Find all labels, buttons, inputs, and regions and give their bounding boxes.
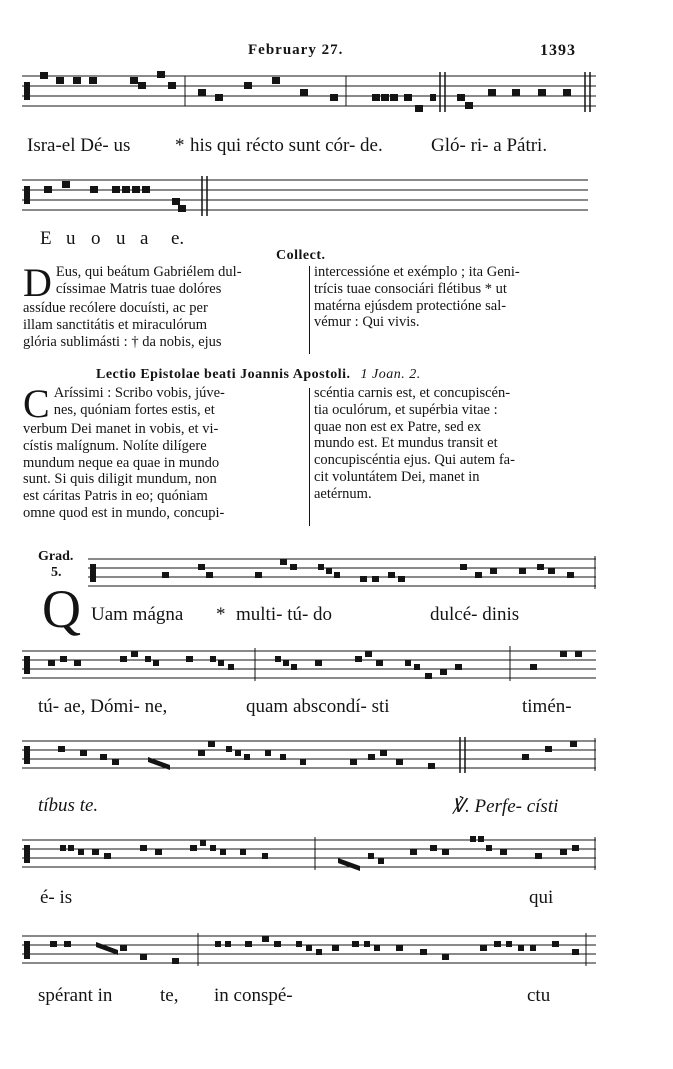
gradual-l4-a: é- is: [40, 887, 73, 908]
lectio-left-line: omne quod est in mundo, concupi-: [23, 504, 225, 521]
euouae-u2: u: [116, 228, 126, 249]
collect-left-column: [23, 260, 304, 350]
lectio-heading: [96, 367, 421, 383]
collect-right-line: vémur : Qui vivis.: [314, 314, 420, 331]
lectio-right-line: mundo est. Et mundus transit et: [314, 435, 498, 452]
gradual-l2-a: tú- ae, Dómi- ne,: [38, 696, 168, 717]
gradual-l5-c: in conspé-: [214, 985, 293, 1006]
gradual-l3-a: tíbus te.: [38, 795, 99, 816]
lectio-right-column: [314, 385, 592, 503]
collect-right-line: trícis tuae consociári flétibus * ut: [314, 280, 507, 297]
gradual-l2-b: quam abscondí- sti: [246, 696, 390, 717]
chant1-lyric-b: his qui récto sunt cór- de.: [190, 135, 383, 156]
lectio-left-line: cístis malígnum. Nolíte dilígere: [23, 437, 207, 454]
lectio-right-line: cit voluntátem Dei, manet in: [314, 468, 480, 485]
euouae-staff: [0, 170, 673, 220]
collect-left-line: assídue recólere docuísti, ac per: [23, 300, 208, 316]
lectio-left-line: verbum Dei manet in vobis, et vi-: [23, 421, 219, 437]
gradual-l1-b: multi- tú- do: [236, 604, 333, 625]
euouae-e2: e.: [171, 228, 185, 249]
lectio-right-line: scéntia carnis est, et concupiscén-: [314, 385, 511, 401]
gradual-initial: Q: [42, 579, 81, 639]
lectio-right-line: tia oculórum, et supérbia vitae :: [314, 401, 498, 418]
euouae-a: a: [140, 228, 149, 249]
gradual-staff-1: [0, 551, 673, 596]
chant1-lyric-a: Isra-el Dé- us: [27, 135, 131, 156]
gradual-l5-d: ctu: [527, 985, 551, 1006]
lectio-left-line: sunt. Si quis diligit mundum, non: [23, 471, 217, 488]
lectio-title: Lectio Epistolae beati Joannis Apostoli.: [96, 367, 351, 382]
collect-left-line: glória sublimásti : † da nobis, ejus: [23, 333, 222, 350]
collect-right-column: [314, 264, 592, 331]
chant1-asterisk: *: [175, 135, 185, 156]
lectio-right-line: aetérnum.: [314, 485, 372, 502]
gradual-staff-2: [0, 643, 673, 688]
lectio-left-column: [23, 381, 304, 522]
euouae-u: u: [66, 228, 76, 249]
lectio-column-divider: [309, 388, 310, 526]
page-running-title: February 27.: [248, 42, 344, 58]
lectio-right-line: quae non est ex Patre, sed ex: [314, 418, 482, 435]
gradual-staff-3: [0, 733, 673, 778]
lectio-left-line: est cáritas Patris in eo; quóniam: [23, 488, 208, 505]
gradual-l2-c: timén-: [522, 696, 572, 717]
lectio-left-line: Aríssimi : Scribo vobis, júve-: [53, 385, 225, 401]
collect-column-divider: [309, 266, 310, 354]
gradual-l3-verse: ℣. Perfe- císti: [452, 796, 559, 817]
collect-heading: Collect.: [276, 248, 326, 263]
collect-left-line: císsimae Matris tuae dolóres: [55, 280, 222, 297]
gradual-staff-5: [0, 928, 673, 973]
gradual-staff-4: [0, 832, 673, 877]
lectio-left-line: nes, quóniam fortes estis, et: [53, 401, 215, 418]
gradual-l5-a: spérant in: [38, 985, 113, 1006]
collect-left-line: Eus, qui beátum Gabriélem dul-: [55, 264, 242, 280]
chant-staff-1: [0, 66, 673, 126]
gradual-l5-b: te,: [160, 985, 179, 1006]
lectio-reference: 1 Joan. 2.: [360, 367, 421, 382]
gradual-l1-a: Uam mágna: [91, 604, 184, 625]
collect-right-line: intercessióne et exémplo ; ita Geni-: [314, 264, 520, 280]
gradual-l1-c: dulcé- dinis: [430, 604, 520, 625]
lectio-left-line: mundum neque ea quae in mundo: [23, 454, 220, 471]
euouae-e: E: [40, 228, 52, 249]
page-number: 1393: [540, 42, 576, 59]
chant1-lyric-c: Gló- ri- a Pátri.: [431, 135, 548, 156]
euouae-o: o: [91, 228, 101, 249]
gradual-label-text: Grad.: [38, 549, 74, 564]
collect-left-line: illam sanctitátis et miraculórum: [23, 316, 208, 333]
gradual-l4-b: qui: [529, 887, 554, 908]
gradual-mode: 5.: [51, 565, 62, 580]
lectio-right-line: concupiscéntia ejus. Qui autem fa-: [314, 452, 515, 469]
collect-dropcap: D: [23, 260, 52, 305]
gradual-l1-asterisk: *: [216, 604, 226, 625]
lectio-dropcap: C: [23, 381, 50, 426]
collect-right-line: matérna ejúsdem protectióne sal-: [314, 297, 507, 314]
